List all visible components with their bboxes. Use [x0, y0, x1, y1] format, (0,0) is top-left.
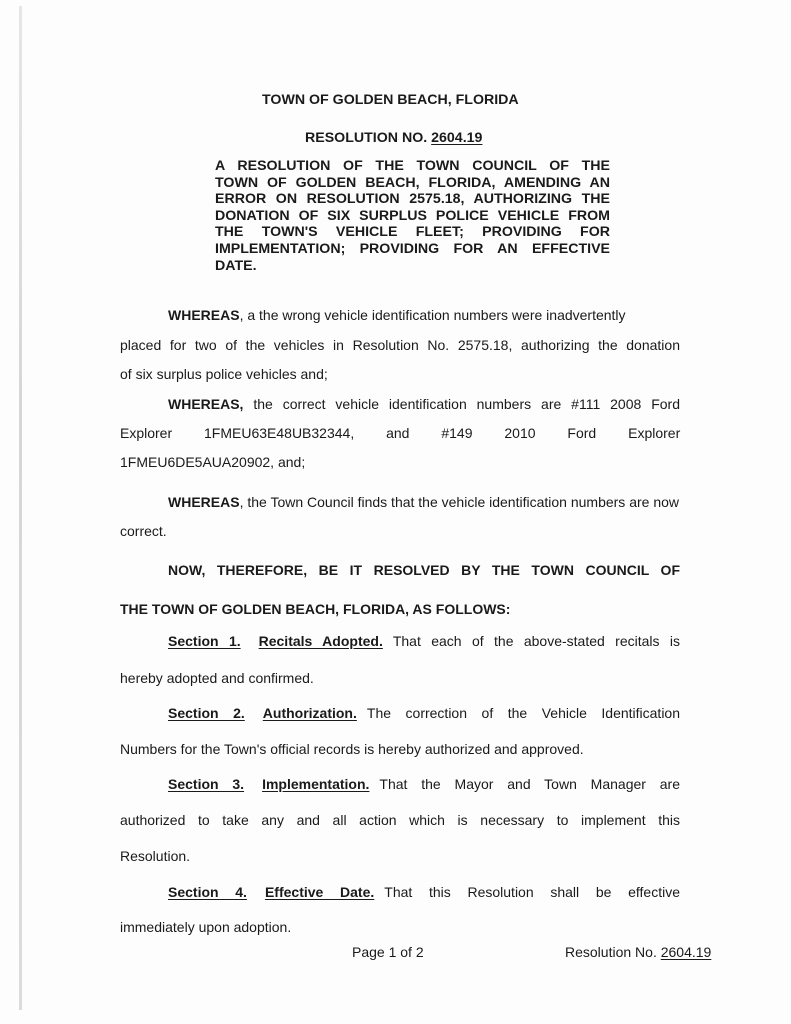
whereas-text: placed for two of the vehicles in Resolution No. 2575.18, authorizing the donation	[120, 337, 680, 353]
whereas-2	[120, 396, 680, 412]
resolution-heading	[305, 130, 482, 146]
caption-line: ERROR ON RESOLUTION 2575.18, AUTHORIZING THE	[215, 191, 610, 208]
whereas-text: the correct vehicle identification numbers are #111 2008 Ford	[243, 396, 680, 412]
section-text: That this Resolution shall be effective	[384, 884, 680, 900]
resolution-caption	[215, 158, 610, 274]
resolved-line: THE TOWN OF GOLDEN BEACH, FLORIDA, AS FOLLOWS:	[120, 601, 511, 617]
footer-resolution	[565, 944, 711, 960]
section-1	[120, 633, 680, 649]
resolved-line: NOW, THEREFORE, BE IT RESOLVED BY THE TOWN COUNCIL OF	[168, 562, 680, 578]
footer-resolution-number: 2604.19	[660, 944, 712, 960]
whereas-text: Explorer 1FMEU63E48UB32344, and #149 2010 Ford Explorer	[120, 425, 681, 441]
section-3-line-3	[120, 848, 680, 864]
section-text: hereby adopted and confirmed.	[120, 670, 314, 686]
caption-line: IMPLEMENTATION; PROVIDING FOR AN EFFECTIVE	[215, 240, 610, 257]
section-number: Section 4.	[168, 884, 247, 900]
section-1-line-2	[120, 670, 680, 686]
section-4	[120, 884, 680, 900]
whereas-2-line-3	[120, 454, 680, 470]
whereas-text: 1FMEU6DE5AUA20902, and;	[120, 454, 306, 470]
section-heading: Implementation.	[262, 776, 370, 792]
page-label: Page 1 of 2	[352, 944, 424, 960]
page-number	[352, 944, 424, 960]
section-number: Section 2.	[168, 705, 245, 721]
section-text: authorized to take any and all action which is necessary to implement this	[120, 812, 680, 828]
section-number: Section 1.	[168, 633, 241, 649]
whereas-1	[120, 307, 680, 323]
resolved-clause	[120, 562, 680, 578]
section-4-line-2	[120, 919, 680, 935]
whereas-3-line-2	[120, 523, 680, 539]
document-title	[262, 92, 519, 108]
whereas-text: , a the wrong vehicle identification numbers were inadvertently	[239, 307, 626, 323]
section-heading: Authorization.	[262, 705, 357, 721]
town-name: TOWN OF GOLDEN BEACH, FLORIDA	[262, 92, 519, 108]
caption-line: A RESOLUTION OF THE TOWN COUNCIL OF THE	[215, 158, 610, 174]
whereas-2-line-2	[120, 425, 680, 441]
whereas-3	[120, 494, 720, 510]
resolution-number: 2604.19	[431, 130, 483, 146]
whereas-text: correct.	[120, 523, 167, 539]
whereas-1-line-2	[120, 337, 680, 353]
section-3-line-2	[120, 812, 680, 828]
section-text: That the Mayor and Town Manager are	[379, 776, 680, 792]
caption-line: DONATION OF SIX SURPLUS POLICE VEHICLE FROM	[215, 207, 610, 224]
whereas-lead: WHEREAS	[168, 307, 240, 323]
section-heading: Effective Date.	[264, 884, 375, 900]
caption-line: DATE.	[215, 257, 257, 274]
section-text: Numbers for the Town's official records is hereby authorized and approved.	[120, 741, 584, 757]
caption-line: THE TOWN'S VEHICLE FLEET; PROVIDING FOR	[215, 224, 610, 241]
whereas-lead: WHEREAS	[168, 494, 240, 510]
footer-resolution-label: Resolution No.	[565, 944, 657, 960]
resolved-clause-line-2	[120, 601, 680, 617]
scan-edge-artifact	[19, 6, 22, 1010]
whereas-lead: WHEREAS,	[168, 396, 244, 412]
whereas-text: of six surplus police vehicles and;	[120, 366, 328, 382]
section-text: Resolution.	[120, 848, 191, 864]
section-2	[120, 705, 680, 721]
section-number: Section 3.	[168, 776, 245, 792]
whereas-text: , the Town Council finds that the vehicle identification numbers are now	[239, 494, 679, 510]
section-3	[120, 776, 680, 792]
section-heading: Recitals Adopted.	[258, 633, 383, 649]
section-text: The correction of the Vehicle Identification	[366, 705, 680, 721]
whereas-1-line-3	[120, 366, 680, 382]
caption-line: TOWN OF GOLDEN BEACH, FLORIDA, AMENDING AN	[215, 174, 610, 191]
section-text: immediately upon adoption.	[120, 919, 292, 935]
section-text: That each of the above-stated recitals is	[392, 633, 680, 649]
resolution-label: RESOLUTION NO.	[305, 130, 428, 146]
section-2-line-2	[120, 741, 680, 757]
